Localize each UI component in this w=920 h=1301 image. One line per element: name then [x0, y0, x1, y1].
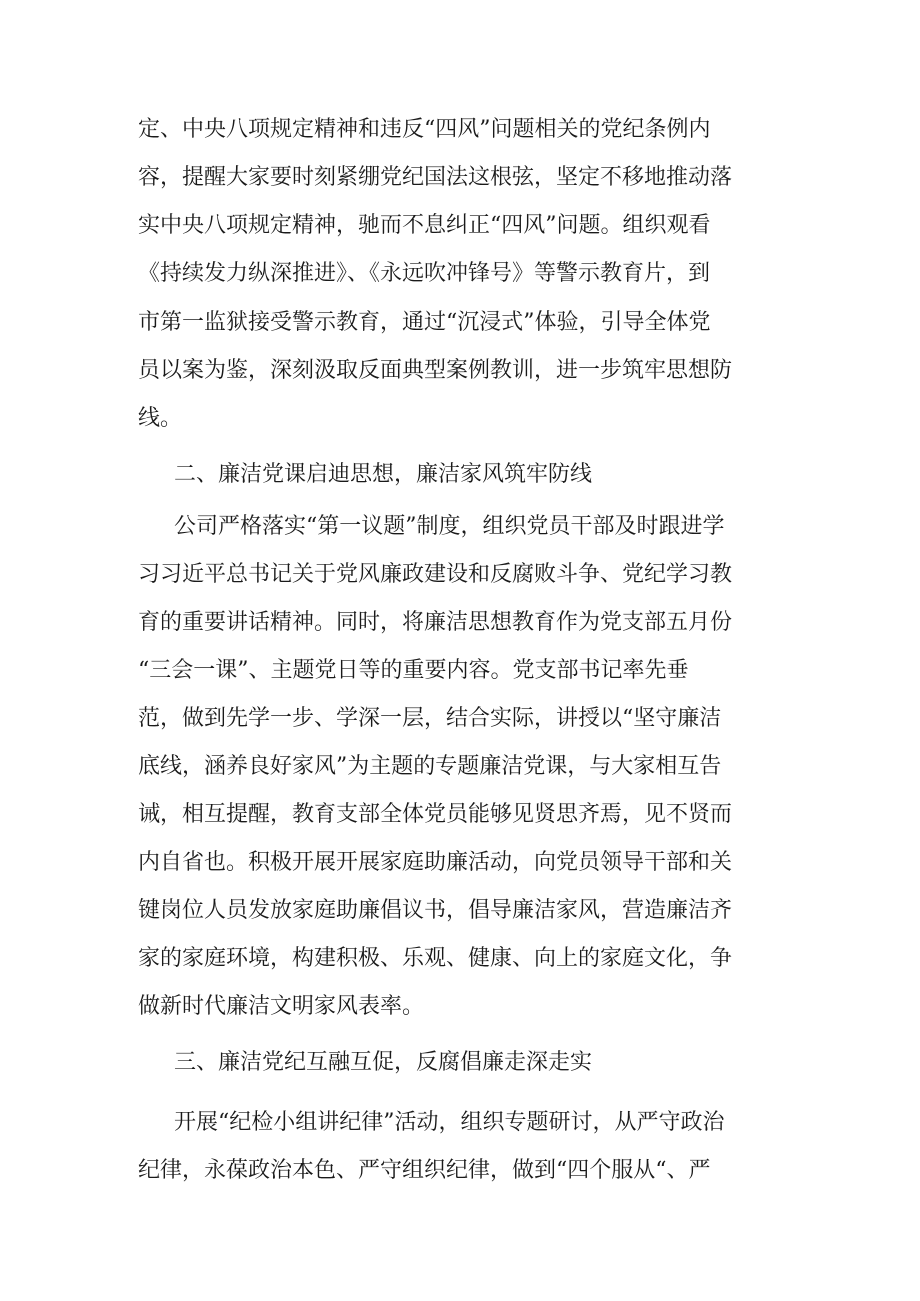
paragraph-line: 键岗位人员发放家庭助廉倡议书，倡导廉洁家风，营造廉洁齐 [138, 898, 733, 923]
paragraph-line: 线。 [138, 406, 183, 431]
paragraph-line: 纪律，永葆政治本色、严守组织纪律，做到“四个服从“、严 [138, 1158, 711, 1183]
paragraph-line: 内自省也。积极开展开展家庭助廉活动，向党员领导干部和关 [138, 850, 733, 875]
paragraph-line: 做新时代廉洁文明家风表率。 [138, 994, 425, 1019]
paragraph-line: 公司严格落实“第一议题”制度，组织党员干部及时跟进学 [174, 514, 725, 539]
paragraph-line: 定、中央八项规定精神和违反“四风”问题相关的党纪条例内 [138, 117, 711, 142]
paragraph-line: 开展“纪检小组讲纪律”活动，组织专题研讨，从严守政治 [174, 1110, 725, 1135]
paragraph-line: 家的家庭环境，构建积极、乐观、健康、向上的家庭文化，争 [138, 946, 733, 971]
paragraph-line: 员以案为鉴，深刻汲取反面典型案例教训，进一步筑牢思想防 [138, 358, 733, 383]
paragraph-line: 容，提醒大家要时刻紧绷党纪国法这根弦，坚定不移地推动落 [138, 165, 733, 190]
paragraph-line: 范，做到先学一步、学深一层，结合实际，讲授以“坚守廉洁 [138, 706, 722, 731]
paragraph-line: 实中央八项规定精神，驰而不息纠正“四风”问题。组织观看 [138, 213, 711, 238]
paragraph-line: “三会一课”、主题党日等的重要内容。党支部书记率先垂 [138, 658, 689, 683]
paragraph-line: 《持续发力纵深推进》、《永远吹冲锋号》等警示教育片，到 [138, 261, 711, 286]
section-heading: 二、廉洁党课启迪思想，廉洁家风筑牢防线 [174, 462, 593, 487]
paragraph-line: 习习近平总书记关于党风廉政建设和反腐败斗争、党纪学习教 [138, 562, 733, 587]
paragraph-line: 底线，涵养良好家风”为主题的专题廉洁党课，与大家相互告 [138, 754, 722, 779]
paragraph-line: 市第一监狱接受警示教育，通过“沉浸式”体验，引导全体党 [138, 310, 711, 335]
paragraph-line: 育的重要讲话精神。同时，将廉洁思想教育作为党支部五月份 [138, 610, 733, 635]
paragraph-line: 诫，相互提醒，教育支部全体党员能够见贤思齐焉，见不贤而 [138, 802, 733, 827]
section-heading: 三、廉洁党纪互融互促，反腐倡廉走深走实 [174, 1050, 593, 1075]
